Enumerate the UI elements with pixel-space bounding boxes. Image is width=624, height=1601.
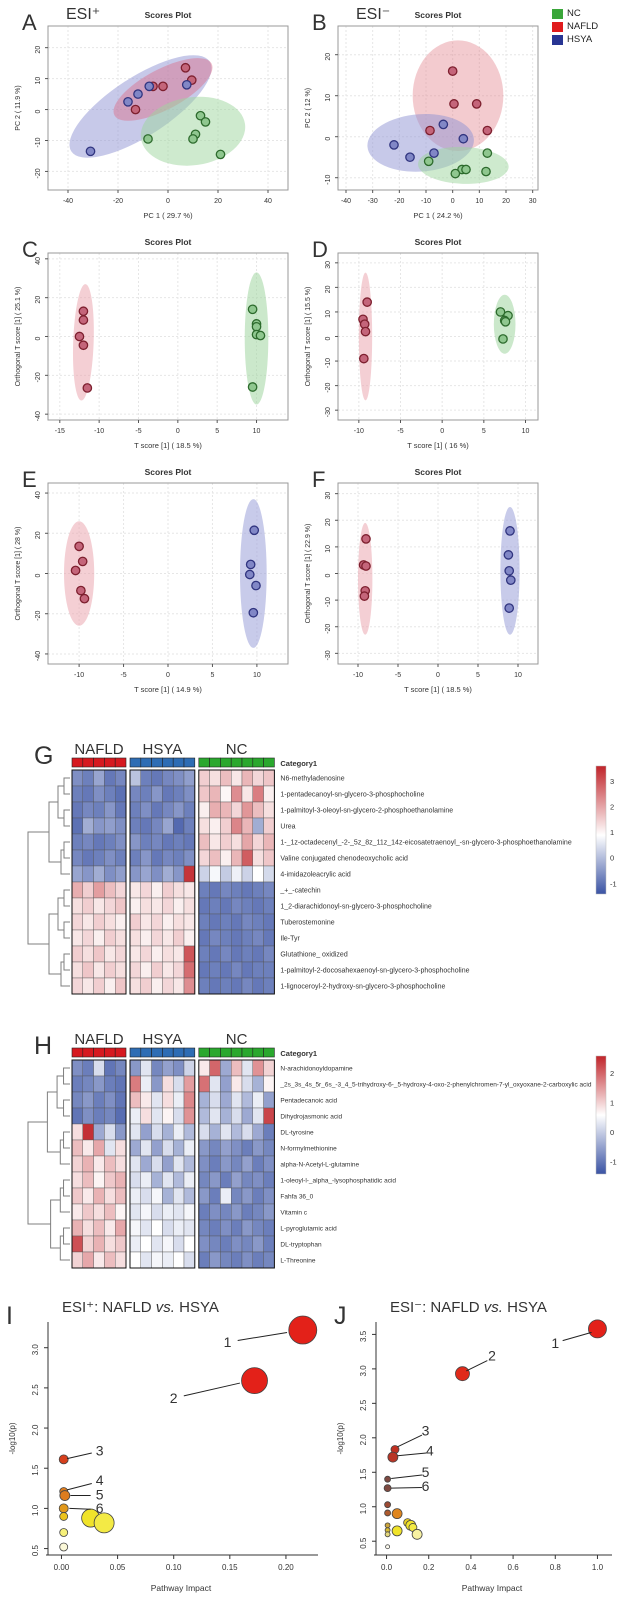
svg-text:0: 0 (166, 198, 170, 205)
svg-text:0: 0 (610, 1128, 615, 1138)
svg-text:N6-methyladenosine: N6-methyladenosine (280, 775, 345, 783)
svg-text:20: 20 (35, 531, 42, 540)
svg-text:N-formylmethionine: N-formylmethionine (280, 1145, 337, 1153)
svg-text:Scores Plot: Scores Plot (144, 10, 192, 20)
svg-text:5: 5 (210, 672, 215, 679)
svg-text:-5: -5 (394, 672, 402, 679)
svg-text:-20: -20 (35, 610, 42, 621)
panel-f-oplsda-nafld-vs-hsya-esi-neg (298, 461, 550, 709)
svg-text:0: 0 (450, 198, 455, 205)
svg-text:Pathway Impact: Pathway Impact (150, 1583, 212, 1593)
svg-text:20: 20 (325, 285, 332, 294)
svg-text:3: 3 (421, 1422, 430, 1439)
svg-text:10: 10 (521, 428, 530, 435)
svg-text:-20: -20 (35, 168, 42, 179)
svg-text:ESI⁻: ESI⁻ (356, 6, 391, 23)
svg-text:4-imidazoleacrylic acid: 4-imidazoleacrylic acid (280, 871, 351, 879)
svg-text:0.8: 0.8 (549, 1563, 561, 1572)
scores-plot-C (8, 231, 300, 460)
svg-text:-20: -20 (35, 372, 42, 383)
svg-text:3: 3 (610, 776, 615, 786)
svg-text:Scores Plot: Scores Plot (144, 237, 192, 247)
svg-text:10: 10 (475, 198, 484, 205)
svg-text:20: 20 (214, 198, 222, 205)
legend-label: HSYA (567, 34, 593, 45)
svg-text:0: 0 (325, 136, 332, 141)
svg-text:2: 2 (610, 1069, 615, 1079)
scores-plot-E (8, 461, 300, 704)
svg-text:N-arachidonoyldopamine: N-arachidonoyldopamine (280, 1065, 353, 1073)
svg-text:2: 2 (488, 1347, 496, 1364)
scores-plot-F (298, 461, 550, 704)
panel-a-pca-esi-positive (8, 4, 300, 235)
svg-text:10: 10 (514, 672, 522, 679)
svg-text:0: 0 (35, 109, 42, 114)
svg-text:-log10(p): -log10(p) (8, 1422, 17, 1455)
svg-text:-30: -30 (367, 198, 378, 205)
svg-text:C: C (22, 237, 38, 262)
svg-text:-10: -10 (325, 174, 332, 185)
panel-j-pathway-impact-esi-neg (330, 1292, 622, 1601)
svg-text:0.00: 0.00 (53, 1563, 70, 1572)
svg-text:-5: -5 (397, 428, 404, 435)
svg-text:1.5: 1.5 (31, 1464, 40, 1476)
panel-b-pca-esi-negative (298, 4, 550, 235)
svg-text:-10: -10 (74, 672, 85, 679)
panel-h-heatmap-esi-neg (8, 1018, 620, 1297)
svg-text:3.5: 3.5 (359, 1330, 368, 1342)
svg-text:20: 20 (325, 52, 332, 61)
svg-text:0.20: 0.20 (278, 1563, 294, 1572)
svg-text:alpha-N-Acetyl-L-glutamine: alpha-N-Acetyl-L-glutamine (280, 1161, 360, 1169)
svg-text:1: 1 (610, 828, 615, 838)
svg-text:-10: -10 (325, 597, 332, 608)
svg-text:1-palmitoyl-2-docosahexaenoyl-: 1-palmitoyl-2-docosahexaenoyl-sn-glycero-3-phosphocholine (280, 967, 470, 975)
svg-text:-40: -40 (62, 198, 74, 205)
svg-text:1: 1 (610, 1098, 615, 1108)
svg-text:-40: -40 (35, 411, 42, 422)
svg-text:Pentadecanoic acid: Pentadecanoic acid (280, 1097, 338, 1105)
panel-c-oplsda-nafld-vs-nc-esi-pos (8, 231, 300, 465)
svg-text:5: 5 (421, 1463, 430, 1480)
svg-text:-1: -1 (610, 1157, 617, 1167)
svg-text:F: F (312, 467, 326, 492)
svg-text:T score [1] ( 16 %): T score [1] ( 16 %) (407, 441, 469, 450)
svg-text:0: 0 (325, 573, 332, 578)
panel-g-heatmap-esi-pos (8, 728, 620, 1023)
svg-text:-40: -40 (35, 650, 42, 662)
svg-text:30: 30 (325, 260, 332, 269)
scores-plot-B (298, 4, 550, 230)
svg-text:Scores Plot: Scores Plot (414, 10, 462, 20)
svg-text:3.0: 3.0 (31, 1344, 40, 1356)
svg-text:T score [1] ( 18.5 %): T score [1] ( 18.5 %) (404, 685, 472, 694)
svg-text:-10: -10 (94, 428, 105, 435)
svg-text:NC: NC (225, 741, 248, 758)
heatmap-G (8, 728, 620, 1018)
legend-swatch-icon (552, 9, 563, 19)
svg-text:Scores Plot: Scores Plot (144, 467, 192, 477)
svg-text:0.05: 0.05 (109, 1563, 126, 1572)
svg-text:Orthogonal T score [1] ( 15.5: Orthogonal T score [1] ( 15.5 %) (305, 286, 312, 387)
legend-item-hsya (552, 34, 598, 45)
svg-text:PC 1 ( 24.2 %): PC 1 ( 24.2 %) (413, 211, 463, 220)
svg-text:HSYA: HSYA (142, 1031, 183, 1048)
svg-text:Scores Plot: Scores Plot (414, 237, 462, 247)
svg-text:2.5: 2.5 (359, 1399, 368, 1411)
svg-text:10: 10 (325, 310, 332, 318)
svg-text:10: 10 (325, 93, 332, 102)
svg-text:10: 10 (252, 672, 261, 679)
svg-text:Tuberostemonine: Tuberostemonine (280, 919, 335, 927)
svg-text:1.0: 1.0 (31, 1504, 40, 1516)
svg-text:3.0: 3.0 (359, 1365, 368, 1377)
svg-text:ESI⁺: ESI⁺ (66, 6, 101, 23)
svg-text:D: D (312, 237, 328, 262)
scores-plot-D (298, 231, 550, 460)
svg-text:Category1: Category1 (280, 759, 318, 768)
svg-text:-20: -20 (394, 198, 405, 205)
svg-text:-log10(p): -log10(p) (336, 1422, 345, 1455)
svg-text:5: 5 (95, 1486, 104, 1503)
svg-text:30: 30 (528, 198, 537, 205)
svg-text:-30: -30 (325, 650, 332, 661)
svg-text:T score [1] ( 14.9 %): T score [1] ( 14.9 %) (134, 685, 202, 694)
svg-text:1.0: 1.0 (359, 1503, 368, 1515)
svg-text:0.5: 0.5 (359, 1537, 368, 1549)
svg-text:-10: -10 (352, 672, 364, 679)
svg-text:Urea: Urea (280, 823, 296, 831)
svg-text:Valine conjugated chenodeoxych: Valine conjugated chenodeoxycholic acid (280, 855, 408, 863)
svg-text:0: 0 (440, 428, 445, 435)
svg-text:0.5: 0.5 (31, 1545, 40, 1557)
svg-text:ESI⁺: NAFLD vs. HSYA: ESI⁺: NAFLD vs. HSYA (62, 1299, 219, 1316)
legend-swatch-icon (552, 35, 563, 45)
svg-text:30: 30 (325, 491, 332, 500)
legend-item-nafld (552, 21, 598, 32)
svg-text:-30: -30 (325, 407, 332, 418)
svg-text:5: 5 (481, 428, 486, 435)
svg-text:-20: -20 (325, 623, 332, 634)
svg-text:Orthogonal T score [1] ( 28 %): Orthogonal T score [1] ( 28 %) (15, 526, 22, 621)
svg-text:Category1: Category1 (280, 1049, 318, 1058)
svg-text:5: 5 (476, 672, 480, 679)
legend-label: NAFLD (567, 21, 599, 32)
legend-swatch-icon (552, 22, 563, 32)
svg-text:PC 1 ( 29.7 %): PC 1 ( 29.7 %) (143, 211, 193, 220)
svg-text:_+_-catechin: _+_-catechin (280, 887, 321, 895)
svg-text:-5: -5 (135, 428, 142, 435)
svg-text:0: 0 (35, 573, 42, 578)
svg-text:20: 20 (325, 518, 332, 527)
svg-text:NAFLD: NAFLD (74, 1031, 124, 1048)
svg-text:-10: -10 (353, 428, 364, 435)
svg-text:40: 40 (264, 198, 272, 205)
svg-text:Scores Plot: Scores Plot (414, 467, 462, 477)
svg-text:B: B (312, 10, 327, 35)
svg-text:L-Threonine: L-Threonine (280, 1257, 316, 1265)
svg-text:Glutathione_ oxidized: Glutathione_ oxidized (280, 951, 348, 959)
svg-text:10: 10 (252, 428, 261, 435)
svg-text:Ile-Tyr: Ile-Tyr (280, 935, 300, 943)
svg-text:NAFLD: NAFLD (74, 741, 124, 758)
svg-text:I: I (6, 1302, 13, 1330)
svg-text:2: 2 (169, 1390, 178, 1407)
svg-text:4: 4 (425, 1442, 434, 1459)
svg-text:0: 0 (325, 336, 332, 341)
svg-text:DL-tryptophan: DL-tryptophan (280, 1241, 322, 1249)
svg-text:2.5: 2.5 (31, 1384, 40, 1396)
svg-text:1-oleoyl-l-_alpha_-lysophospha: 1-oleoyl-l-_alpha_-lysophosphatidic acid (280, 1177, 397, 1185)
svg-text:5: 5 (215, 428, 220, 435)
svg-text:0: 0 (610, 853, 615, 863)
panel-d-oplsda-nafld-vs-nc-esi-neg (298, 231, 550, 465)
panel-e-oplsda-nafld-vs-hsya-esi-pos (8, 461, 300, 709)
svg-text:Vitamin c: Vitamin c (280, 1209, 308, 1217)
svg-text:HSYA: HSYA (142, 741, 183, 758)
svg-text:1-lignoceroyl-2-hydroxy-sn-gly: 1-lignoceroyl-2-hydroxy-sn-glycero-3-phosphocholine (280, 983, 446, 991)
svg-text:2.0: 2.0 (359, 1434, 368, 1446)
svg-text:-40: -40 (340, 198, 352, 205)
pathway-plot-J (330, 1292, 622, 1601)
svg-text:-20: -20 (325, 382, 332, 393)
svg-text:-10: -10 (325, 357, 332, 369)
svg-text:Pathway Impact: Pathway Impact (461, 1583, 523, 1593)
svg-text:-15: -15 (54, 428, 65, 435)
svg-text:1_2-diarachidonoyl-sn-glycero-: 1_2-diarachidonoyl-sn-glycero-3-phosphocholine (280, 903, 432, 911)
svg-text:6: 6 (421, 1477, 430, 1494)
svg-text:PC 2 ( 11.9 %): PC 2 ( 11.9 %) (15, 85, 22, 131)
svg-text:1: 1 (551, 1335, 560, 1352)
svg-text:L-pyroglutamic acid: L-pyroglutamic acid (280, 1225, 337, 1233)
svg-text:1-_1z-octadecenyl_-2-_5z_8z_11: 1-_1z-octadecenyl_-2-_5z_8z_11z_14z-eicosatetraenoyl_-sn-glycero-3-phosphoethanolamine (280, 839, 572, 847)
svg-text:2.0: 2.0 (31, 1424, 40, 1436)
svg-text:-20: -20 (112, 198, 124, 205)
svg-text:6: 6 (95, 1500, 104, 1517)
svg-text:E: E (22, 467, 37, 492)
svg-text:1.5: 1.5 (359, 1468, 368, 1480)
svg-text:DL-tyrosine: DL-tyrosine (280, 1129, 314, 1137)
svg-text:20: 20 (35, 45, 42, 54)
svg-text:Orthogonal T score [1] ( 22.9: Orthogonal T score [1] ( 22.9 %) (305, 523, 312, 624)
svg-text:10: 10 (35, 76, 42, 85)
panel-i-pathway-impact-esi-pos (2, 1292, 328, 1601)
svg-text:-10: -10 (35, 137, 42, 148)
svg-text:0.10: 0.10 (165, 1563, 182, 1572)
svg-text:NC: NC (225, 1031, 248, 1048)
svg-text:40: 40 (35, 256, 42, 265)
svg-text:1.0: 1.0 (591, 1563, 604, 1572)
svg-text:J: J (334, 1302, 347, 1330)
svg-text:1: 1 (223, 1333, 232, 1350)
svg-text:3: 3 (95, 1442, 104, 1459)
svg-text:40: 40 (35, 491, 42, 499)
scores-plot-A (8, 4, 300, 230)
svg-text:0.6: 0.6 (507, 1563, 519, 1572)
pathway-plot-I (2, 1292, 328, 1601)
group-legend (552, 8, 598, 45)
svg-text:G: G (34, 742, 54, 770)
svg-text:_2s_3s_4s_5r_6s_-3_4_5-trihydr: _2s_3s_4s_5r_6s_-3_4_5-trihydroxy-6-_5-hydroxy-4-oxo-2-phenylchromen-7-yl_oxyoxane-2-carboxylic acid (280, 1081, 592, 1089)
svg-text:PC 2 ( 12 %): PC 2 ( 12 %) (305, 87, 312, 129)
svg-text:0.2: 0.2 (423, 1563, 435, 1572)
svg-text:ESI⁻: NAFLD vs. HSYA: ESI⁻: NAFLD vs. HSYA (390, 1299, 547, 1316)
svg-text:0.15: 0.15 (222, 1563, 238, 1572)
svg-text:-1: -1 (610, 879, 617, 889)
svg-text:0: 0 (35, 336, 42, 341)
svg-text:Orthogonal T score [1] ( 25.1: Orthogonal T score [1] ( 25.1 %) (15, 286, 22, 387)
svg-text:0: 0 (175, 428, 180, 435)
svg-text:1-pentadecanoyl-sn-glycero-3-p: 1-pentadecanoyl-sn-glycero-3-phosphocholine (280, 791, 425, 799)
svg-text:0.4: 0.4 (465, 1563, 477, 1572)
svg-text:1-palmitoyl-3-oleoyl-sn-glycer: 1-palmitoyl-3-oleoyl-sn-glycero-2-phosphoethanolamine (280, 807, 454, 815)
svg-text:10: 10 (325, 544, 332, 553)
svg-text:4: 4 (95, 1472, 104, 1489)
svg-text:-5: -5 (120, 672, 127, 679)
svg-text:20: 20 (502, 198, 510, 205)
svg-text:0: 0 (436, 672, 440, 679)
svg-text:-10: -10 (420, 198, 432, 205)
svg-text:Dihydrojasmonic acid: Dihydrojasmonic acid (280, 1113, 343, 1121)
svg-text:0: 0 (166, 672, 170, 679)
svg-text:Fahfa 36_0: Fahfa 36_0 (280, 1193, 314, 1201)
legend-label: NC (567, 8, 581, 19)
svg-text:20: 20 (35, 295, 42, 304)
svg-text:2: 2 (610, 802, 615, 812)
svg-text:0.0: 0.0 (380, 1563, 393, 1572)
svg-text:H: H (34, 1032, 53, 1060)
heatmap-H (8, 1018, 620, 1292)
svg-text:T score [1] ( 18.5 %): T score [1] ( 18.5 %) (134, 441, 202, 450)
svg-text:A: A (22, 10, 37, 35)
legend-item-nc (552, 8, 598, 19)
